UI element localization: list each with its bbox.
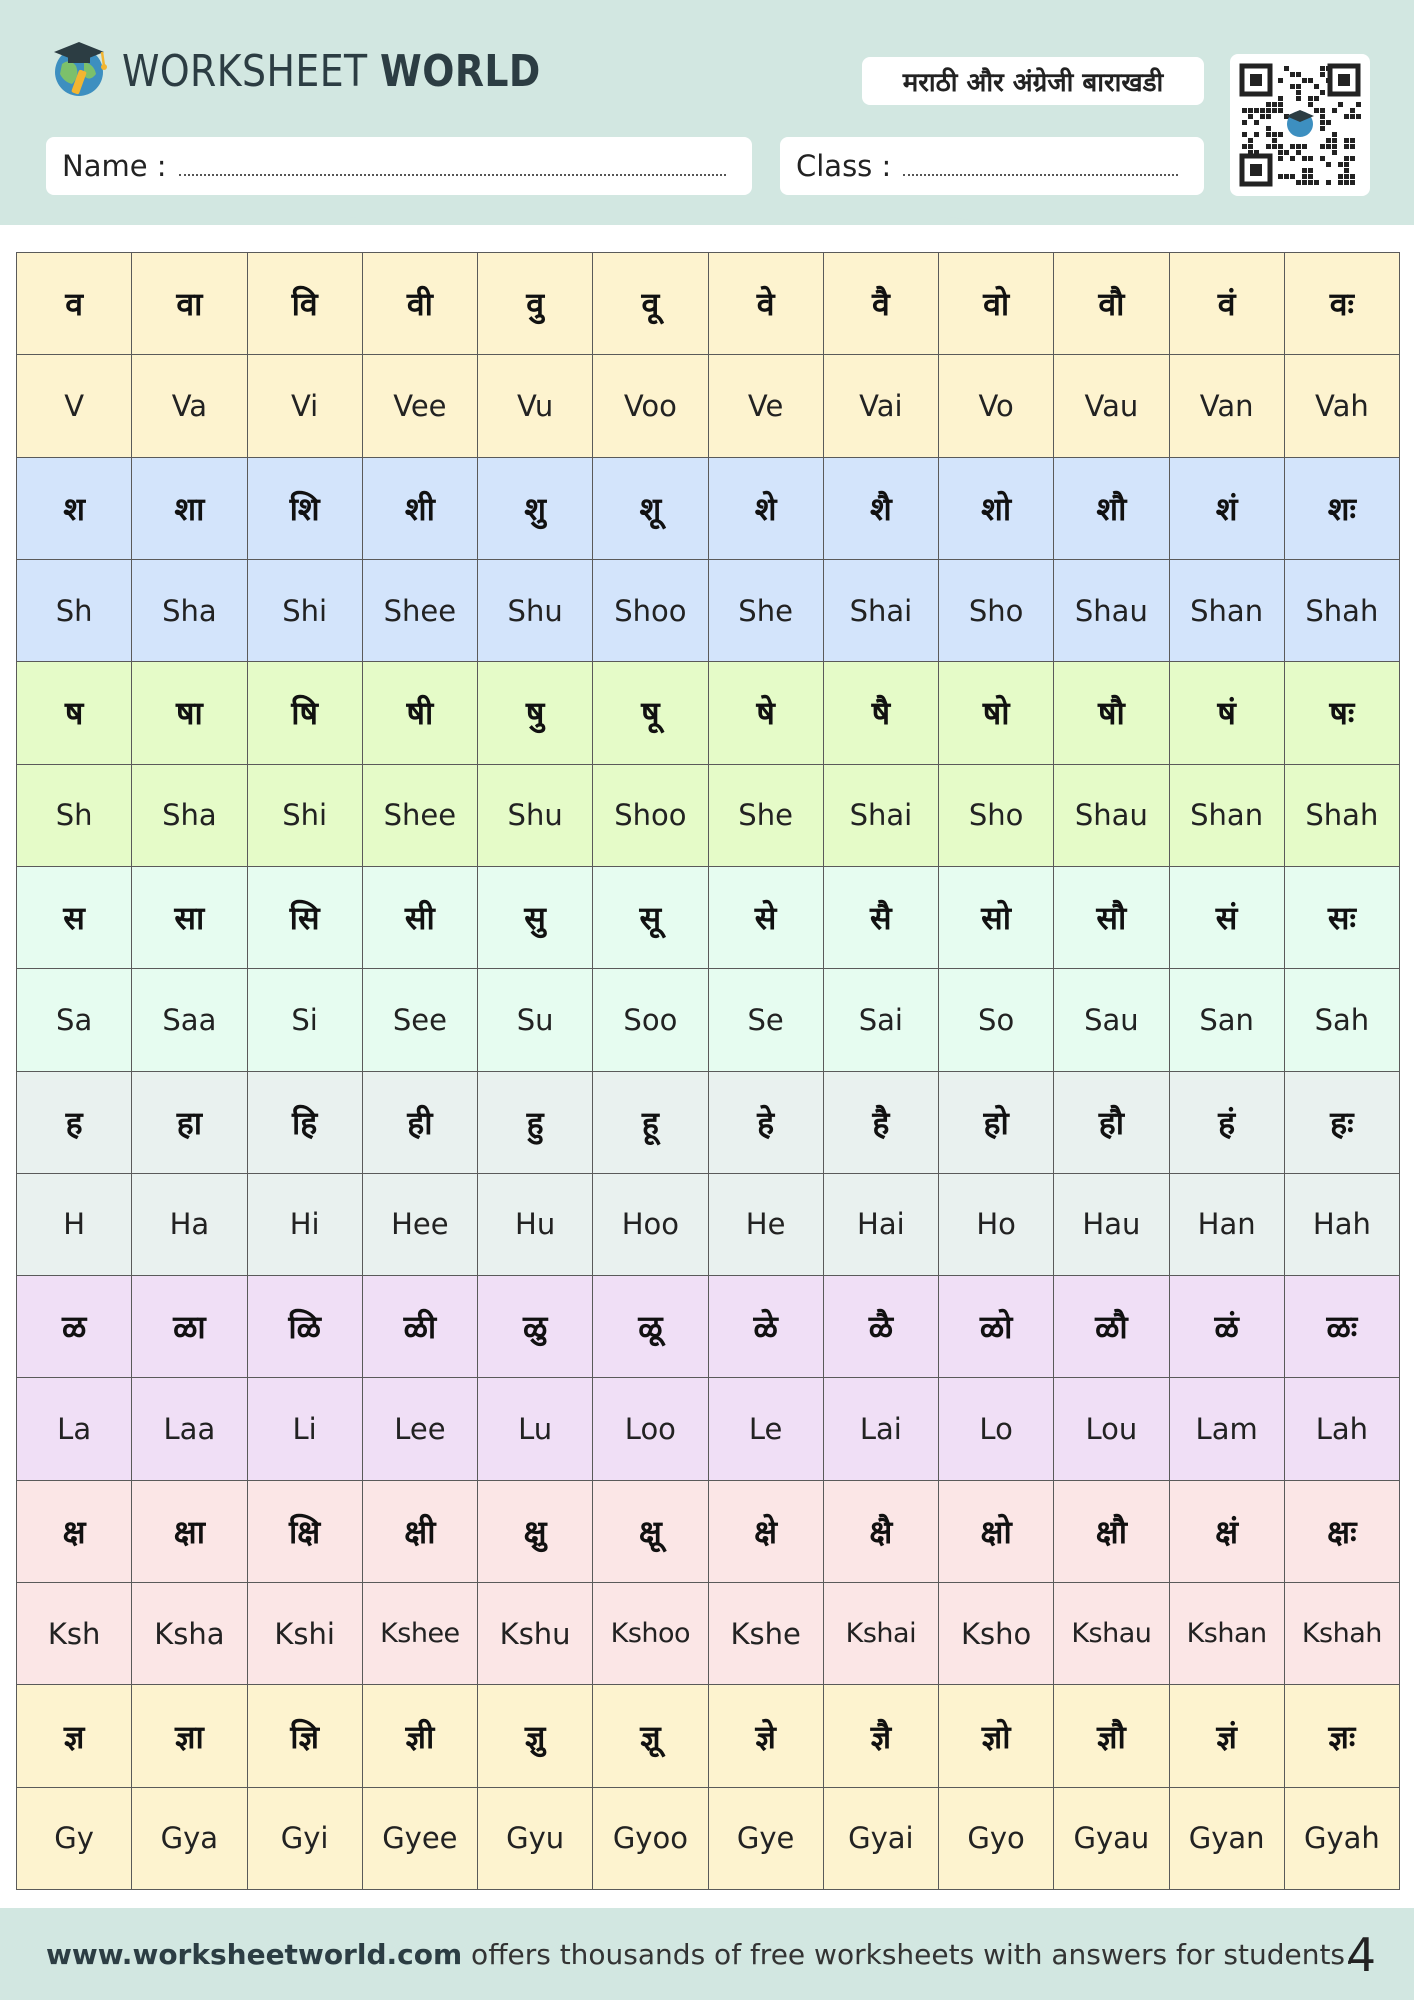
devanagari-cell: ळा [132, 1276, 247, 1378]
latin-cell: Hee [362, 1173, 477, 1275]
devanagari-cell: वै [823, 253, 938, 355]
page-number: 4 [1346, 1928, 1376, 1982]
latin-cell: Shee [362, 559, 477, 661]
latin-cell: He [708, 1173, 823, 1275]
devanagari-cell: शे [708, 457, 823, 559]
latin-cell: Shoo [593, 559, 708, 661]
brand-light: WORKSHEET [122, 46, 368, 97]
devanagari-cell: षः [1284, 662, 1399, 764]
latin-cell: Shi [247, 559, 362, 661]
latin-cell: Shan [1169, 559, 1284, 661]
footer-tagline: offers thousands of free worksheets with answers for students. [462, 1938, 1354, 1971]
devanagari-cell: हू [593, 1071, 708, 1173]
devanagari-cell: क्षी [362, 1480, 477, 1582]
latin-cell: Sha [132, 764, 247, 866]
latin-cell: Gye [708, 1787, 823, 1889]
devanagari-cell: क्षो [939, 1480, 1054, 1582]
devanagari-cell: से [708, 866, 823, 968]
devanagari-cell: ळः [1284, 1276, 1399, 1378]
devanagari-row [17, 457, 1400, 559]
devanagari-cell: हं [1169, 1071, 1284, 1173]
latin-cell: Kshu [478, 1583, 593, 1685]
devanagari-cell: षु [478, 662, 593, 764]
latin-cell: Shu [478, 764, 593, 866]
latin-cell: She [708, 559, 823, 661]
devanagari-cell: शू [593, 457, 708, 559]
worksheet-title: मराठी और अंग्रेजी बाराखडी [862, 57, 1204, 105]
class-label: Class : [796, 149, 892, 183]
latin-cell: Gyoo [593, 1787, 708, 1889]
devanagari-cell: षौ [1054, 662, 1169, 764]
devanagari-cell: वी [362, 253, 477, 355]
footer-text [46, 1938, 1354, 1971]
devanagari-cell: षो [939, 662, 1054, 764]
devanagari-cell: ज्ञौ [1054, 1685, 1169, 1787]
devanagari-cell: ज्ञे [708, 1685, 823, 1787]
devanagari-cell: सू [593, 866, 708, 968]
devanagari-cell: हे [708, 1071, 823, 1173]
devanagari-cell: है [823, 1071, 938, 1173]
devanagari-cell: व [17, 253, 132, 355]
latin-cell: Saa [132, 969, 247, 1071]
latin-cell: Se [708, 969, 823, 1071]
latin-cell: Kshee [362, 1583, 477, 1685]
latin-cell: Lee [362, 1378, 477, 1480]
latin-cell: Gyau [1054, 1787, 1169, 1889]
devanagari-cell: सं [1169, 866, 1284, 968]
devanagari-row [17, 1685, 1400, 1787]
latin-cell: Hai [823, 1173, 938, 1275]
devanagari-cell: ज्ञो [939, 1685, 1054, 1787]
latin-cell: Gyee [362, 1787, 477, 1889]
devanagari-cell: क्ष [17, 1480, 132, 1582]
latin-cell: Lu [478, 1378, 593, 1480]
latin-cell: Kshai [823, 1583, 938, 1685]
latin-cell: Sh [17, 559, 132, 661]
devanagari-cell: षै [823, 662, 938, 764]
latin-cell: Vo [939, 355, 1054, 457]
latin-cell: Hau [1054, 1173, 1169, 1275]
devanagari-cell: सै [823, 866, 938, 968]
devanagari-row [17, 1071, 1400, 1173]
latin-cell: Shai [823, 764, 938, 866]
devanagari-cell: शै [823, 457, 938, 559]
barakhadi-table [16, 252, 1400, 1890]
latin-cell: Kshoo [593, 1583, 708, 1685]
latin-cell: Gyu [478, 1787, 593, 1889]
footer-site-link[interactable]: www.worksheetworld.com [46, 1938, 463, 1971]
latin-cell: V [17, 355, 132, 457]
latin-cell: Kshi [247, 1583, 362, 1685]
latin-cell: Van [1169, 355, 1284, 457]
devanagari-cell: सः [1284, 866, 1399, 968]
devanagari-cell: ळ [17, 1276, 132, 1378]
devanagari-cell: ळू [593, 1276, 708, 1378]
latin-cell: Sa [17, 969, 132, 1071]
name-field[interactable] [46, 137, 752, 195]
devanagari-cell: ज्ञ [17, 1685, 132, 1787]
devanagari-row [17, 662, 1400, 764]
devanagari-cell: सी [362, 866, 477, 968]
devanagari-cell: ज्ञी [362, 1685, 477, 1787]
latin-cell: Shah [1284, 559, 1399, 661]
devanagari-cell: शं [1169, 457, 1284, 559]
latin-cell: So [939, 969, 1054, 1071]
devanagari-cell: क्षु [478, 1480, 593, 1582]
devanagari-cell: क्षं [1169, 1480, 1284, 1582]
latin-cell: Sho [939, 764, 1054, 866]
latin-cell: Gyah [1284, 1787, 1399, 1889]
latin-cell: Gyi [247, 1787, 362, 1889]
latin-cell: Kshan [1169, 1583, 1284, 1685]
latin-row [17, 1787, 1400, 1889]
devanagari-cell: क्षू [593, 1480, 708, 1582]
devanagari-cell: ळे [708, 1276, 823, 1378]
latin-cell: Sha [132, 559, 247, 661]
devanagari-cell: हो [939, 1071, 1054, 1173]
latin-cell: Ksha [132, 1583, 247, 1685]
devanagari-cell: क्षः [1284, 1480, 1399, 1582]
devanagari-row [17, 866, 1400, 968]
latin-cell: Lou [1054, 1378, 1169, 1480]
devanagari-cell: ळु [478, 1276, 593, 1378]
latin-cell: Gyai [823, 1787, 938, 1889]
devanagari-row [17, 253, 1400, 355]
devanagari-cell: ज्ञा [132, 1685, 247, 1787]
latin-cell: Kshau [1054, 1583, 1169, 1685]
devanagari-cell: श [17, 457, 132, 559]
devanagari-cell: शः [1284, 457, 1399, 559]
devanagari-cell: ळौ [1054, 1276, 1169, 1378]
latin-cell: Kshah [1284, 1583, 1399, 1685]
devanagari-cell: सौ [1054, 866, 1169, 968]
latin-cell: Shu [478, 559, 593, 661]
devanagari-cell: ज्ञु [478, 1685, 593, 1787]
devanagari-cell: शि [247, 457, 362, 559]
latin-row [17, 969, 1400, 1071]
devanagari-cell: वि [247, 253, 362, 355]
latin-cell: See [362, 969, 477, 1071]
latin-cell: Han [1169, 1173, 1284, 1275]
latin-cell: Shau [1054, 559, 1169, 661]
latin-cell: Shan [1169, 764, 1284, 866]
devanagari-cell: शु [478, 457, 593, 559]
devanagari-cell: षि [247, 662, 362, 764]
devanagari-cell: स [17, 866, 132, 968]
latin-cell: Loo [593, 1378, 708, 1480]
devanagari-cell: वा [132, 253, 247, 355]
latin-row [17, 1583, 1400, 1685]
devanagari-cell: क्षा [132, 1480, 247, 1582]
page-header [0, 0, 1414, 225]
latin-cell: Lah [1284, 1378, 1399, 1480]
latin-cell: Ksho [939, 1583, 1054, 1685]
brand-bold: WORLD [380, 46, 541, 97]
devanagari-cell: वु [478, 253, 593, 355]
latin-cell: H [17, 1173, 132, 1275]
latin-cell: Gya [132, 1787, 247, 1889]
qr-code-block [1230, 54, 1370, 196]
devanagari-cell: वः [1284, 253, 1399, 355]
latin-cell: Lo [939, 1378, 1054, 1480]
latin-cell: Vah [1284, 355, 1399, 457]
latin-cell: Gyo [939, 1787, 1054, 1889]
devanagari-cell: षं [1169, 662, 1284, 764]
latin-cell: Li [247, 1378, 362, 1480]
latin-cell: Soo [593, 969, 708, 1071]
devanagari-cell: हः [1284, 1071, 1399, 1173]
devanagari-cell: वौ [1054, 253, 1169, 355]
latin-cell: Hoo [593, 1173, 708, 1275]
latin-cell: Ha [132, 1173, 247, 1275]
torn-paper-edge [0, 205, 1414, 235]
devanagari-cell: ळै [823, 1276, 938, 1378]
latin-cell: Sho [939, 559, 1054, 661]
devanagari-cell: ष [17, 662, 132, 764]
latin-cell: She [708, 764, 823, 866]
devanagari-cell: षे [708, 662, 823, 764]
latin-cell: Ksh [17, 1583, 132, 1685]
devanagari-cell: ळो [939, 1276, 1054, 1378]
devanagari-cell: क्षे [708, 1480, 823, 1582]
devanagari-cell: ह [17, 1071, 132, 1173]
devanagari-row [17, 1480, 1400, 1582]
devanagari-cell: षू [593, 662, 708, 764]
latin-cell: Ho [939, 1173, 1054, 1275]
latin-cell: Lai [823, 1378, 938, 1480]
latin-row [17, 559, 1400, 661]
devanagari-cell: षा [132, 662, 247, 764]
latin-cell: Laa [132, 1378, 247, 1480]
devanagari-cell: क्षै [823, 1480, 938, 1582]
latin-cell: Sh [17, 764, 132, 866]
devanagari-cell: ज्ञै [823, 1685, 938, 1787]
brand-wordmark [122, 46, 541, 97]
latin-cell: Vu [478, 355, 593, 457]
latin-cell: San [1169, 969, 1284, 1071]
graduate-globe-logo-icon [46, 34, 112, 100]
devanagari-cell: ळं [1169, 1276, 1284, 1378]
latin-cell: Shau [1054, 764, 1169, 866]
latin-cell: Shee [362, 764, 477, 866]
latin-cell: Hi [247, 1173, 362, 1275]
name-write-line [179, 174, 726, 176]
latin-cell: Su [478, 969, 593, 1071]
latin-row [17, 355, 1400, 457]
latin-cell: Gyan [1169, 1787, 1284, 1889]
latin-cell: Voo [593, 355, 708, 457]
devanagari-cell: सो [939, 866, 1054, 968]
page-footer [0, 1908, 1414, 2000]
latin-cell: Hah [1284, 1173, 1399, 1275]
devanagari-cell: वे [708, 253, 823, 355]
latin-cell: Hu [478, 1173, 593, 1275]
latin-cell: Gy [17, 1787, 132, 1889]
latin-row [17, 764, 1400, 866]
latin-cell: Vai [823, 355, 938, 457]
qr-code-icon [1230, 54, 1370, 196]
devanagari-cell: हि [247, 1071, 362, 1173]
devanagari-cell: वू [593, 253, 708, 355]
latin-cell: Kshe [708, 1583, 823, 1685]
latin-cell: Lam [1169, 1378, 1284, 1480]
devanagari-cell: सा [132, 866, 247, 968]
latin-row [17, 1173, 1400, 1275]
latin-cell: Shah [1284, 764, 1399, 866]
class-write-line [903, 174, 1178, 176]
latin-cell: Va [132, 355, 247, 457]
name-label: Name : [62, 149, 167, 183]
devanagari-cell: वं [1169, 253, 1284, 355]
devanagari-cell: ज्ञि [247, 1685, 362, 1787]
latin-cell: La [17, 1378, 132, 1480]
devanagari-cell: सु [478, 866, 593, 968]
devanagari-cell: सि [247, 866, 362, 968]
devanagari-cell: हौ [1054, 1071, 1169, 1173]
latin-cell: Vi [247, 355, 362, 457]
devanagari-cell: शो [939, 457, 1054, 559]
devanagari-cell: ळि [247, 1276, 362, 1378]
devanagari-cell: ळी [362, 1276, 477, 1378]
devanagari-cell: ज्ञं [1169, 1685, 1284, 1787]
latin-cell: Shoo [593, 764, 708, 866]
devanagari-cell: क्षौ [1054, 1480, 1169, 1582]
latin-cell: Sai [823, 969, 938, 1071]
devanagari-cell: शौ [1054, 457, 1169, 559]
latin-cell: Shi [247, 764, 362, 866]
latin-cell: Si [247, 969, 362, 1071]
devanagari-row [17, 1276, 1400, 1378]
devanagari-cell: हु [478, 1071, 593, 1173]
devanagari-cell: ही [362, 1071, 477, 1173]
latin-cell: Le [708, 1378, 823, 1480]
latin-cell: Sau [1054, 969, 1169, 1071]
devanagari-cell: क्षि [247, 1480, 362, 1582]
devanagari-cell: षी [362, 662, 477, 764]
devanagari-cell: वो [939, 253, 1054, 355]
devanagari-cell: शी [362, 457, 477, 559]
devanagari-cell: ज्ञू [593, 1685, 708, 1787]
latin-cell: Shai [823, 559, 938, 661]
devanagari-cell: ज्ञः [1284, 1685, 1399, 1787]
latin-cell: Vee [362, 355, 477, 457]
latin-cell: Ve [708, 355, 823, 457]
devanagari-cell: हा [132, 1071, 247, 1173]
latin-cell: Sah [1284, 969, 1399, 1071]
class-field[interactable] [780, 137, 1204, 195]
latin-row [17, 1378, 1400, 1480]
latin-cell: Vau [1054, 355, 1169, 457]
devanagari-cell: शा [132, 457, 247, 559]
